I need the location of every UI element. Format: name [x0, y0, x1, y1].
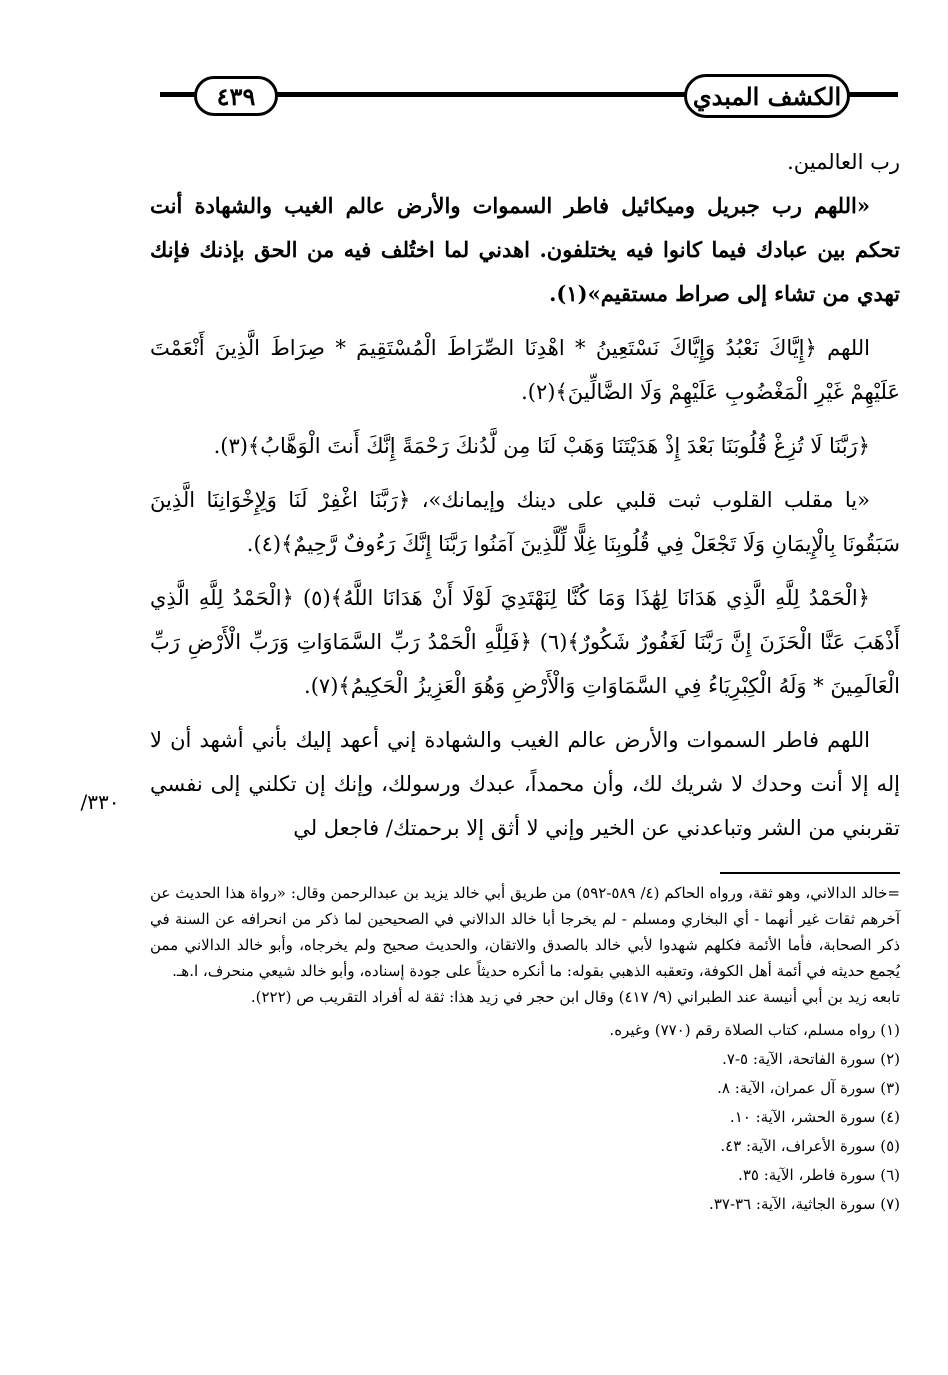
- footnote-3: (٣) سورة آل عمران، الآية: ٨.: [717, 1079, 900, 1097]
- footnote-2: (٢) سورة الفاتحة، الآية: ٥-٧.: [722, 1050, 900, 1068]
- footnote-7: (٧) سورة الجاثية، الآية: ٣٦-٣٧.: [709, 1195, 900, 1213]
- paragraph: رب العالمين.: [787, 150, 900, 174]
- header-rule-left: [160, 92, 198, 97]
- paragraph: «اللهم رب جبريل وميكائيل فاطر السموات والأرض عالم الغيب والشهادة أنت تحكم بين عبادك فيما كانوا فيه يختلفون. اهدني لما اختُلف فيه من الحق بإذنك فإنك تهدي من تشاء إلى صراط مستقيم»(١).: [150, 193, 900, 306]
- paragraph: «يا مقلب القلوب ثبت قلبي على دينك وإيمانك»، ﴿رَبَّنَا اغْفِرْ لَنَا وَلِإِخْوَانِنَا الَّذِينَ سَبَقُونَا بِالْإِيمَانِ وَلَا تَجْعَلْ فِي قُلُوبِنَا غِلًّا لِّلَّذِينَ آمَنُوا رَبَّنَا إِنَّكَ رَءُوفٌ رَّحِيمٌ﴾(٤).: [150, 488, 900, 556]
- page-number: ٤٣٩: [194, 76, 278, 116]
- footnote-separator: [720, 872, 900, 874]
- paragraph: ﴿الْحَمْدُ لِلَّهِ الَّذِي هَدَانَا لِهَٰذَا وَمَا كُنَّا لِنَهْتَدِيَ لَوْلَا أَنْ هَدَانَا اللَّهُ﴾(٥) ﴿الْحَمْدُ لِلَّهِ الَّذِي أَذْهَبَ عَنَّا الْحَزَنَ إِنَّ رَبَّنَا لَغَفُورٌ شَكُورٌ﴾(٦) ﴿فَلِلَّهِ الْحَمْدُ رَبِّ السَّمَاوَاتِ وَرَبِّ الْأَرْضِ رَبِّ الْعَالَمِينَ * وَلَهُ الْكِبْرِيَاءُ فِي السَّمَاوَاتِ وَالْأَرْضِ وَهُوَ الْعَزِيزُ الْحَكِيمُ﴾(٧).: [150, 586, 901, 698]
- footnote-list: [150, 1016, 900, 1219]
- margin-page-reference: ٣٣٠/: [80, 790, 120, 814]
- paragraph: ﴿رَبَّنَا لَا تُزِغْ قُلُوبَنَا بَعْدَ إِذْ هَدَيْتَنَا وَهَبْ لَنَا مِن لَّدُنكَ رَحْمَةً إِنَّكَ أَنتَ الْوَهَّابُ﴾(٣).: [213, 434, 870, 458]
- footnote-continuation: تابعه زيد بن أبي أنيسة عند الطبراني (٩/ ٤١٧) وقال ابن حجر في زيد هذا: ثقة له أفراد التقريب ص (٢٢٢).: [250, 988, 900, 1006]
- footnote-5: (٥) سورة الأعراف، الآية: ٤٣.: [720, 1137, 900, 1155]
- paragraph: اللهم ﴿إِيَّاكَ نَعْبُدُ وَإِيَّاكَ نَسْتَعِينُ * اهْدِنَا الصِّرَاطَ الْمُسْتَقِيمَ * صِرَاطَ الَّذِينَ أَنْعَمْتَ عَلَيْهِمْ غَيْرِ الْمَغْضُوبِ عَلَيْهِمْ وَلَا الضَّالِّينَ﴾(٢).: [150, 336, 900, 404]
- running-title: الكشف المبدي: [684, 74, 850, 118]
- paragraph: اللهم فاطر السموات والأرض عالم الغيب والشهادة إني أعهد إليك بأني أشهد أن لا إله إلا أنت وحدك لا شريك لك، وأن محمداً، عبدك ورسولك، وإنك إن تكلني إلى نفسي تقربني من الشر وتباعدني عن الخير وإني لا أثق إلا برحمتك/ فاجعل لي: [150, 728, 900, 840]
- footnotes: [150, 880, 900, 1219]
- main-text: [150, 140, 900, 850]
- footnote-4: (٤) سورة الحشر، الآية: ١٠.: [729, 1108, 900, 1126]
- header-rule-middle: [272, 92, 686, 97]
- footnote-6: (٦) سورة فاطر، الآية: ٣٥.: [738, 1166, 900, 1184]
- footnote-1: (١) رواه مسلم، كتاب الصلاة رقم (٧٧٠) وغيره.: [609, 1021, 900, 1039]
- header-rule-right: [846, 92, 898, 97]
- footnote-continuation: =خالد الدالاني، وهو ثقة، ورواه الحاكم (٤/ ٥٨٩-٥٩٢) من طريق أبي خالد يزيد بن عبدالرحمن وقال: «رواة هذا الحديث عن آخرهم ثقات غير أنهما - أي البخاري ومسلم - لم يخرجا أبا خالد الدالاني في الصحيحين لما ذكر من انحرافه عن السنة في ذكر الصحابة، فأما الأئمة فكلهم شهدوا لأبي خالد بالصدق والاتقان، والحديث صحيح ولم يخرجاه، وأبو خالد الدالاني ممن يُجمع حديثه في أئمة أهل الكوفة، وتعقبه الذهبي بقوله: ما أنكره حديثاً على جودة إسناده، وأبو خالد شيعي منحرف، ا.هـ.: [150, 884, 900, 980]
